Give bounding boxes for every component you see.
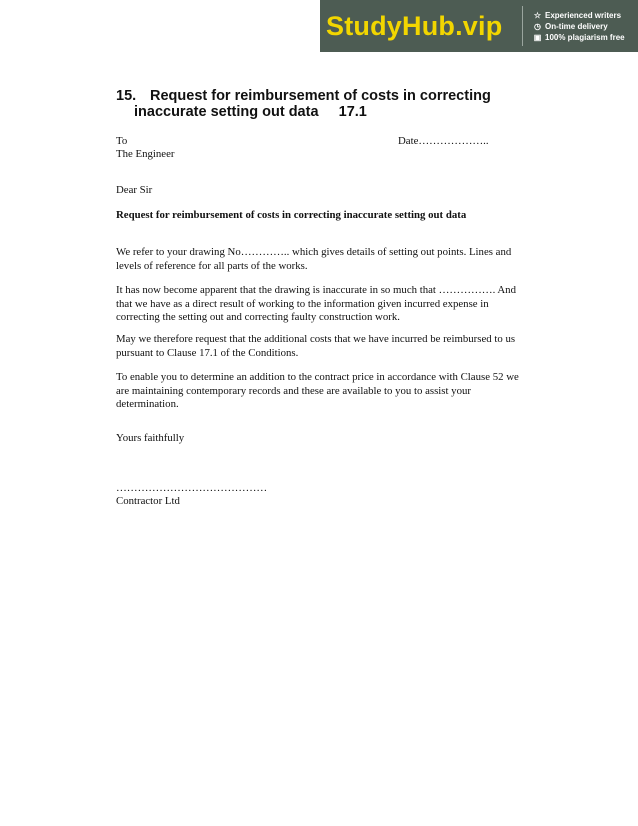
document-icon: ▣ [533,32,542,42]
signatory: Contractor Ltd [116,495,180,507]
heading-line-2: inaccurate setting out data 17.1 [134,104,367,120]
letter-heading [116,88,536,120]
banner-divider [522,6,523,46]
feature-list [533,11,625,42]
paragraph-reimbursement-request: May we therefore request that the additional costs that we have incurred be reimbursed to us pursuant to Clause 17.1 of the Conditions. [116,333,516,359]
paragraph-records: To enable you to determine an addition to the contract price in accordance with Clause 52 we are maintaining contemporary records and these are available to you to assist your determination. [116,371,519,410]
addressee-to: To [116,135,128,147]
feature-label: 100% plagiarism free [545,32,625,42]
feature-experienced-writers [533,11,625,20]
subject-line: Request for reimbursement of costs in correcting inaccurate setting out data [116,209,467,221]
paragraph-inaccuracy: It has now become apparent that the drawing is inaccurate in so much that ……………. And that we have as a direct result of working to the information given incurred expense in correcting the setting out and correcting faulty construction work. [116,284,516,323]
studyhub-logo[interactable]: StudyHub.vip [326,10,503,41]
heading-number: 15. [116,88,137,104]
paragraph-drawing-reference: We refer to your drawing No………….. which gives details of setting out points. Lines and levels of reference for all parts of the works. [116,246,512,272]
feature-label: On-time delivery [545,21,608,31]
heading-line-1: Request for reimbursement of costs in correcting [150,88,491,104]
feature-plagiarism-free [533,33,625,42]
signature-line: …………………………………… [116,482,268,494]
closing: Yours faithfully [116,432,185,444]
feature-on-time-delivery [533,22,625,31]
feature-label: Experienced writers [545,10,622,20]
studyhub-banner[interactable] [320,0,638,52]
clock-icon: ◷ [534,21,541,31]
star-icon: ☆ [533,10,542,20]
date-field: Date……………….. [398,135,489,147]
salutation: Dear Sir [116,184,153,196]
recipient: The Engineer [116,148,175,160]
